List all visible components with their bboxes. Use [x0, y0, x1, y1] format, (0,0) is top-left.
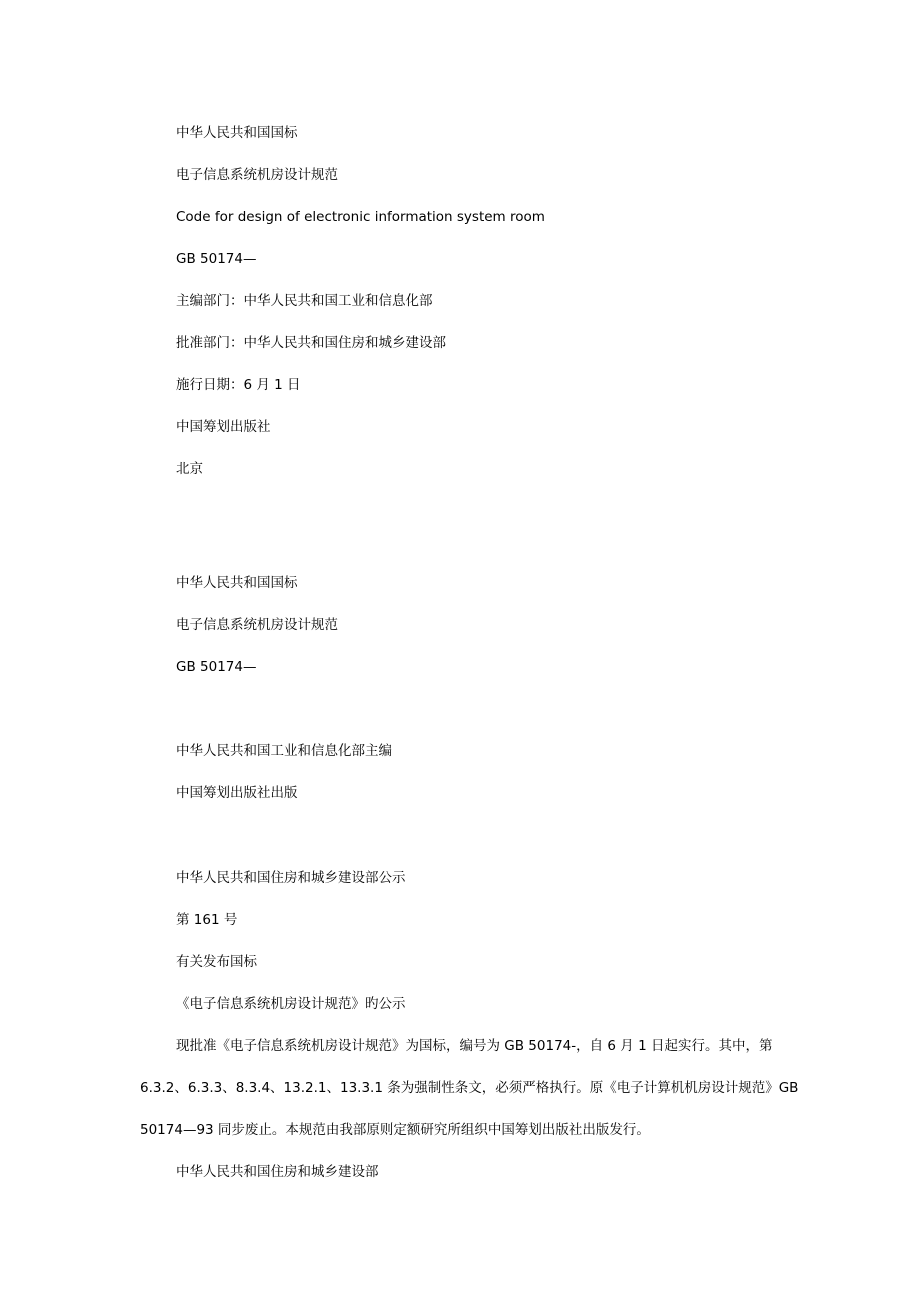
- title-page-title-cn: 电子信息系统机房设计规范: [176, 617, 338, 633]
- cover-city: 北京: [176, 461, 203, 477]
- cover-standard-number: GB 50174—: [176, 251, 257, 267]
- title-page-national-standard: 中华人民共和国国标: [176, 575, 298, 591]
- cover-title-en: Code for design of electronic information system room: [176, 209, 545, 225]
- announcement-subject: 《电子信息系统机房设计规范》旳公示: [176, 996, 406, 1012]
- cover-approval-dept: 批准部门：中华人民共和国住房和城乡建设部: [176, 335, 446, 351]
- cover-title-cn: 电子信息系统机房设计规范: [176, 167, 338, 183]
- title-page-publisher: 中国筹划出版社出版: [176, 785, 298, 801]
- title-page-chief-editor: 中华人民共和国工业和信息化部主编: [176, 743, 392, 759]
- announcement-heading: 有关发布国标: [176, 954, 257, 970]
- title-page-standard-number: GB 50174—: [176, 659, 257, 675]
- announcement-issuer: 中华人民共和国住房和城乡建设部公示: [176, 870, 406, 886]
- announcement-body-line-1: 现批准《电子信息系统机房设计规范》为国标，编号为 GB 50174-，自 6 月 1 日起实行。其中，第: [176, 1038, 773, 1054]
- cover-effective-date: 施行日期：6 月 1 日: [176, 377, 301, 393]
- announcement-body-line-3: 50174—93 同步废止。本规范由我部原则定额研究所组织中国筹划出版社出版发行。: [140, 1122, 650, 1138]
- cover-title-national-standard: 中华人民共和国国标: [176, 125, 298, 141]
- announcement-body-line-2: 6.3.2、6.3.3、8.3.4、13.2.1、13.3.1 条为强制性条文，必须严格执行。原《电子计算机机房设计规范》GB: [140, 1080, 799, 1096]
- cover-publisher: 中国筹划出版社: [176, 419, 271, 435]
- cover-chief-editor-dept: 主编部门：中华人民共和国工业和信息化部: [176, 293, 433, 309]
- announcement-signature: 中华人民共和国住房和城乡建设部: [176, 1164, 379, 1180]
- announcement-number: 第 161 号: [176, 912, 238, 928]
